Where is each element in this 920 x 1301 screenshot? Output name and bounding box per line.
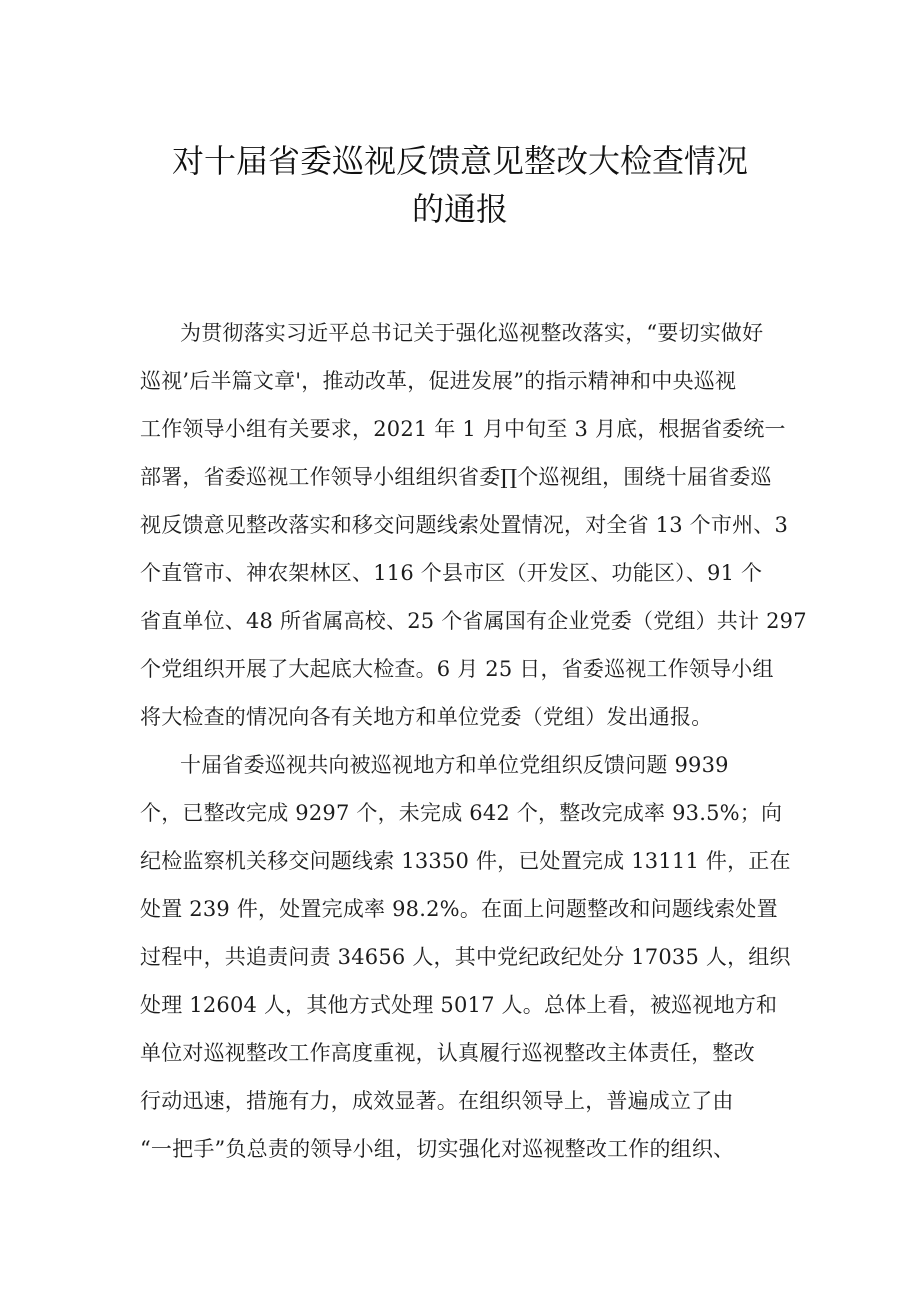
paragraph-line: 纪检监察机关移交问题线索 13350 件，已处置完成 13111 件，正在 bbox=[140, 849, 791, 873]
paragraph-line: 处置 239 件，处置完成率 98.2%。在面上问题整改和问题线索处置 bbox=[140, 897, 778, 921]
paragraph-line: 巡视’后半篇文章'，推动改革，促进发展”的指示精神和中央巡视 bbox=[140, 369, 737, 393]
paragraph-line: 单位对巡视整改工作高度重视，认真履行巡视整改主体责任，整改 bbox=[140, 1041, 755, 1065]
paragraph-line: 省直单位、48 所省属高校、25 个省属国有企业党委（党组）共计 297 bbox=[140, 609, 807, 633]
paragraph-line: “一把手”负总责的领导小组，切实强化对巡视整改工作的组织、 bbox=[140, 1137, 735, 1161]
paragraph-line: 部署，省委巡视工作领导小组组织省委∏个巡视组，围绕十届省委巡 bbox=[140, 465, 772, 489]
paragraph-line: 为贯彻落实习近平总书记关于强化巡视整改落实，“要切实做好 bbox=[180, 321, 764, 345]
paragraph-line: 将大检查的情况向各有关地方和单位党委（党组）发出通报。 bbox=[140, 705, 713, 729]
document-title-line-1: 对十届省委巡视反馈意见整改大检查情况 bbox=[171, 142, 748, 180]
paragraph-line: 十届省委巡视共向被巡视地方和单位党组织反馈问题 9939 bbox=[180, 753, 729, 777]
paragraph-line: 工作领导小组有关要求，2021 年 1 月中旬至 3 月底，根据省委统一 bbox=[140, 417, 786, 441]
paragraph-line: 过程中，共追责问责 34656 人，其中党纪政纪处分 17035 人，组织 bbox=[140, 945, 791, 969]
paragraph-line: 行动迅速，措施有力，成效显著。在组织领导上，普遍成立了由 bbox=[140, 1089, 734, 1113]
paragraph-line: 个党组织开展了大起底大检查。6 月 25 日，省委巡视工作领导小组 bbox=[140, 657, 774, 681]
paragraph-line: 视反馈意见整改落实和移交问题线索处置情况，对全省 13 个市州、3 bbox=[140, 513, 789, 537]
document-title-line-2: 的通报 bbox=[411, 190, 508, 228]
paragraph-line: 处理 12604 人，其他方式处理 5017 人。总体上看，被巡视地方和 bbox=[140, 993, 778, 1017]
paragraph-line: 个，已整改完成 9297 个，未完成 642 个，整改完成率 93.5%；向 bbox=[140, 801, 783, 825]
paragraph-line: 个直管市、神农架林区、116 个县市区（开发区、功能区）、91 个 bbox=[140, 561, 763, 585]
